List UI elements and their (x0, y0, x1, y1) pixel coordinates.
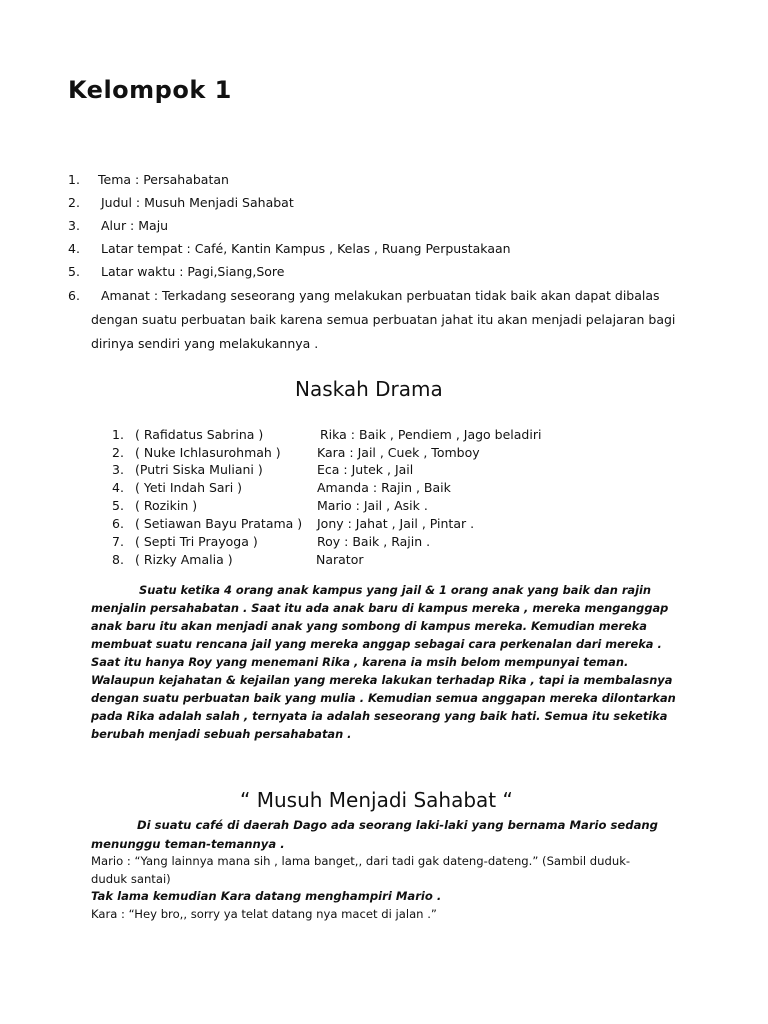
cast-role: Kara : Jail , Cuek , Tomboy (317, 445, 480, 460)
info-text: Latar tempat : Café, Kantin Kampus , Kelas , Ruang Perpustakaan (101, 241, 511, 256)
cast-number: 8. (112, 552, 124, 567)
cast-number: 7. (112, 534, 124, 549)
cast-actor: ( Rizky Amalia ) (135, 552, 233, 567)
cast-number: 6. (112, 516, 124, 531)
dialogue-line: Mario : “Yang lainnya mana sih , lama banget,, dari tadi gak dateng-dateng.” (Sambil duduk- (91, 854, 631, 868)
cast-number: 5. (112, 498, 124, 513)
cast-role: Rika : Baik , Pendiem , Jago beladiri (320, 427, 542, 442)
cast-actor: (Putri Siska Muliani ) (135, 462, 263, 477)
info-number: 1. (68, 172, 80, 187)
info-text: Judul : Musuh Menjadi Sahabat (101, 195, 294, 210)
dialogue-line: duduk santai) (91, 872, 171, 886)
dialogue-line: Kara : “Hey bro,, sorry ya telat datang nya macet di jalan .” (91, 907, 437, 921)
cast-actor: ( Rozikin ) (135, 498, 198, 513)
cast-role: Roy : Baik , Rajin . (317, 534, 431, 549)
drama-title: “ Musuh Menjadi Sahabat “ (240, 788, 513, 812)
stage-direction: menunggu teman-temannya . (91, 837, 285, 851)
cast-number: 4. (112, 480, 124, 495)
cast-number: 2. (112, 445, 124, 460)
synopsis-paragraph: Suatu ketika 4 orang anak kampus yang jail & 1 orang anak yang baik dan rajin menjalin persahabatan . Saat itu ada anak baru di kampus mereka , mereka menganggap anak baru itu akan menjadi anak yang sombong di kampus mereka. Kemudian mereka membuat suatu rencana jail yang mereka anggap sebagai cara perkenalan dari mereka . Saat itu hanya Roy yang menemani Rika , karena ia msih belom mempunyai teman. Walaupun kejahatan & kejailan yang mereka lakukan terhadap Rika , tapi ia membalasnya dengan suatu perbuatan baik yang mulia . Kemudian semua anggapan mereka dilontarkan pada Rika adalah salah , ternyata ia adalah seseorang yang baik hati. Semua itu seketika berubah menjadi sebuah persahabatan . (91, 583, 676, 741)
cast-actor: ( Yeti Indah Sari ) (135, 480, 243, 495)
stage-direction: Di suatu café di daerah Dago ada seorang laki-laki yang bernama Mario sedang (137, 818, 658, 832)
stage-direction: Tak lama kemudian Kara datang menghampiri Mario . (91, 889, 442, 903)
cast-actor: ( Rafidatus Sabrina ) (135, 427, 264, 442)
script-heading: Naskah Drama (295, 377, 443, 401)
cast-role: Mario : Jail , Asik . (317, 498, 428, 513)
info-number: 5. (68, 264, 80, 279)
info-number: 3. (68, 218, 80, 233)
info-text: Latar waktu : Pagi,Siang,Sore (101, 264, 285, 279)
page-title: Kelompok 1 (68, 76, 232, 104)
cast-actor: ( Setiawan Bayu Pratama ) (135, 516, 303, 531)
cast-number: 1. (112, 427, 124, 442)
cast-actor: ( Nuke Ichlasurohmah ) (135, 445, 281, 460)
cast-role: Jony : Jahat , Jail , Pintar . (317, 516, 475, 531)
cast-role: Narator (316, 552, 364, 567)
cast-role: Amanda : Rajin , Baik (317, 480, 451, 495)
cast-actor: ( Septi Tri Prayoga ) (135, 534, 258, 549)
amanat-continuation: dirinya sendiri yang melakukannya . (91, 336, 319, 351)
info-number: 6. (68, 288, 80, 303)
info-text: Amanat : Terkadang seseorang yang melakukan perbuatan tidak baik akan dapat dibalas (101, 288, 660, 303)
cast-number: 3. (112, 462, 124, 477)
info-text: Alur : Maju (101, 218, 169, 233)
info-number: 2. (68, 195, 80, 210)
info-text: Tema : Persahabatan (98, 172, 229, 187)
amanat-continuation: dengan suatu perbuatan baik karena semua perbuatan jahat itu akan menjadi pelajaran bagi (91, 312, 676, 327)
info-number: 4. (68, 241, 80, 256)
cast-role: Eca : Jutek , Jail (317, 462, 414, 477)
